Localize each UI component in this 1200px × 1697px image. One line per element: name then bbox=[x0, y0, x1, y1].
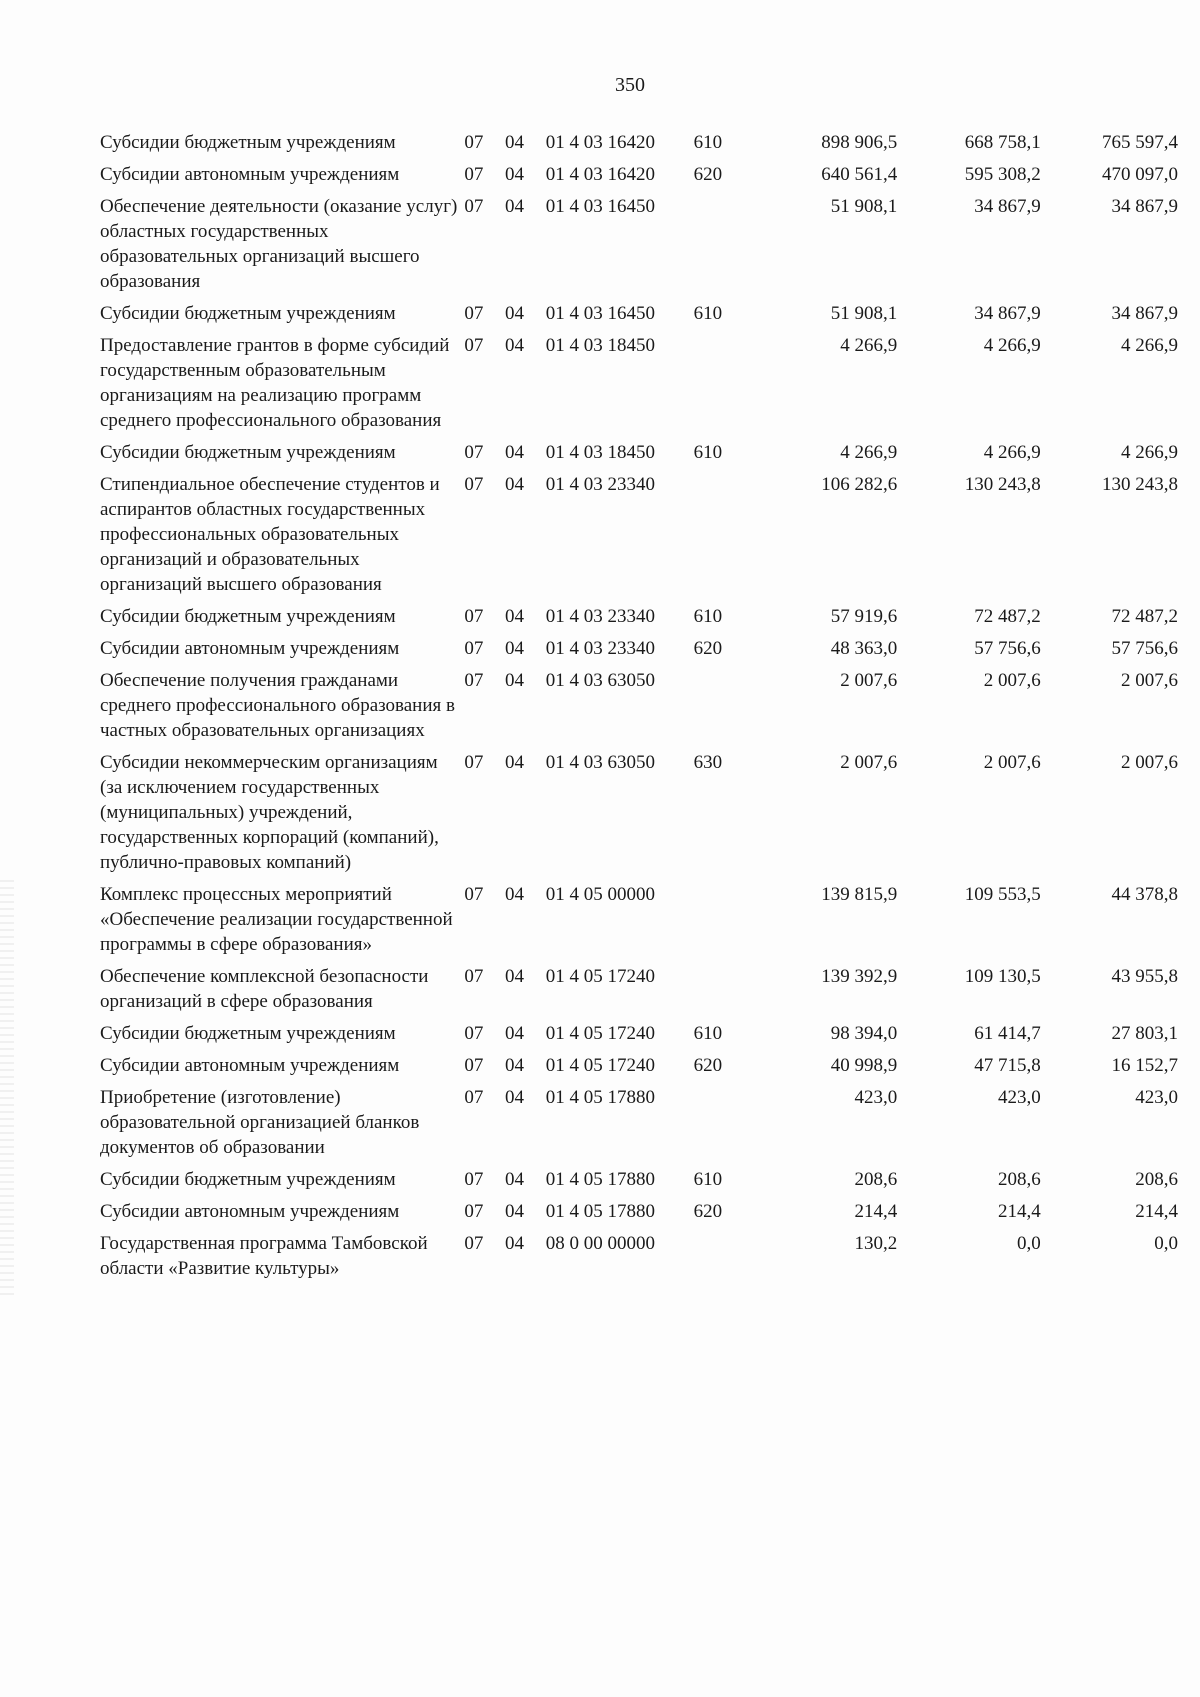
row-amount-year-3: 43 955,8 bbox=[1111, 966, 1178, 987]
row-section-code: 07 bbox=[464, 1201, 484, 1222]
row-name: Субсидии автономным учреждениям bbox=[100, 638, 400, 659]
row-section-code: 07 bbox=[464, 1169, 484, 1190]
row-section-code: 07 bbox=[464, 884, 484, 905]
row-target-article: 01 4 03 23340 bbox=[545, 606, 656, 627]
row-subsection-code: 04 bbox=[505, 1023, 525, 1044]
row-amount-year-1: 214,4 bbox=[854, 1201, 898, 1222]
row-amount-year-3: 208,6 bbox=[1135, 1169, 1178, 1190]
row-name: Субсидии бюджетным учреждениям bbox=[100, 1023, 396, 1044]
table-row bbox=[100, 1053, 1178, 1085]
row-amount-year-3: 4 266,9 bbox=[1121, 335, 1178, 356]
row-target-article: 01 4 03 23340 bbox=[545, 474, 656, 495]
row-expense-type: 620 bbox=[693, 164, 723, 185]
row-amount-year-1: 208,6 bbox=[854, 1169, 898, 1190]
row-subsection-code: 04 bbox=[505, 752, 525, 773]
row-amount-year-3: 470 097,0 bbox=[1102, 164, 1178, 185]
row-name: Комплекс процессных мероприятий «Обеспечение реализации государственной программы в сфере образования» bbox=[100, 884, 453, 955]
row-subsection-code: 04 bbox=[505, 196, 525, 217]
row-amount-year-2: 61 414,7 bbox=[974, 1023, 1041, 1044]
row-expense-type bbox=[694, 1231, 754, 1288]
row-name: Обеспечение получения гражданами среднего профессионального образования в частных образовательных организациях bbox=[100, 670, 455, 741]
row-target-article: 01 4 05 00000 bbox=[545, 884, 656, 905]
row-expense-type bbox=[694, 333, 754, 440]
row-amount-year-3: 44 378,8 bbox=[1111, 884, 1178, 905]
row-target-article: 01 4 03 23340 bbox=[545, 638, 656, 659]
row-expense-type bbox=[694, 882, 754, 964]
row-subsection-code: 04 bbox=[505, 335, 525, 356]
row-name: Обеспечение деятельности (оказание услуг) областных государственных образовательных организаций высшего образования bbox=[100, 196, 458, 292]
row-expense-type bbox=[694, 472, 754, 604]
row-expense-type: 620 bbox=[693, 1055, 723, 1076]
row-subsection-code: 04 bbox=[505, 1087, 525, 1108]
row-amount-year-3: 72 487,2 bbox=[1111, 606, 1178, 627]
row-name: Государственная программа Тамбовской области «Развитие культуры» bbox=[100, 1233, 428, 1279]
row-amount-year-3: 4 266,9 bbox=[1121, 442, 1178, 463]
row-amount-year-3: 0,0 bbox=[1154, 1233, 1178, 1254]
row-name: Субсидии бюджетным учреждениям bbox=[100, 442, 396, 463]
table-row bbox=[100, 1199, 1178, 1231]
row-target-article: 01 4 03 16420 bbox=[545, 132, 656, 153]
row-expense-type: 610 bbox=[693, 442, 723, 463]
row-amount-year-1: 139 392,9 bbox=[821, 966, 898, 987]
row-section-code: 07 bbox=[464, 752, 484, 773]
table-row bbox=[100, 1167, 1178, 1199]
row-subsection-code: 04 bbox=[505, 474, 525, 495]
table-row bbox=[100, 472, 1178, 604]
table-row bbox=[100, 1231, 1178, 1288]
row-subsection-code: 04 bbox=[505, 966, 525, 987]
row-amount-year-2: 423,0 bbox=[998, 1087, 1041, 1108]
row-amount-year-2: 2 007,6 bbox=[983, 670, 1041, 691]
row-amount-year-1: 40 998,9 bbox=[830, 1055, 898, 1076]
table-row bbox=[100, 668, 1178, 750]
row-subsection-code: 04 bbox=[505, 303, 525, 324]
row-amount-year-1: 423,0 bbox=[854, 1087, 898, 1108]
row-subsection-code: 04 bbox=[505, 1055, 525, 1076]
row-section-code: 07 bbox=[464, 442, 484, 463]
row-section-code: 07 bbox=[464, 606, 484, 627]
row-expense-type bbox=[694, 194, 754, 301]
row-name: Субсидии автономным учреждениям bbox=[100, 164, 400, 185]
budget-table bbox=[100, 130, 1178, 1288]
row-expense-type: 610 bbox=[693, 606, 723, 627]
table-row bbox=[100, 301, 1178, 333]
row-amount-year-1: 98 394,0 bbox=[830, 1023, 898, 1044]
row-amount-year-3: 34 867,9 bbox=[1111, 196, 1178, 217]
row-subsection-code: 04 bbox=[505, 638, 525, 659]
row-expense-type: 610 bbox=[693, 1169, 723, 1190]
row-amount-year-1: 130,2 bbox=[854, 1233, 898, 1254]
row-amount-year-2: 57 756,6 bbox=[974, 638, 1041, 659]
table-row bbox=[100, 194, 1178, 301]
row-subsection-code: 04 bbox=[505, 1201, 525, 1222]
row-section-code: 07 bbox=[464, 132, 484, 153]
row-amount-year-2: 72 487,2 bbox=[974, 606, 1041, 627]
row-target-article: 01 4 03 16450 bbox=[545, 303, 656, 324]
row-amount-year-1: 139 815,9 bbox=[821, 884, 898, 905]
table-row bbox=[100, 440, 1178, 472]
row-name: Обеспечение комплексной безопасности организаций в сфере образования bbox=[100, 966, 429, 1012]
row-name: Субсидии бюджетным учреждениям bbox=[100, 606, 396, 627]
table-row bbox=[100, 1021, 1178, 1053]
table-row bbox=[100, 162, 1178, 194]
row-subsection-code: 04 bbox=[505, 1233, 525, 1254]
row-amount-year-1: 4 266,9 bbox=[840, 335, 898, 356]
row-amount-year-3: 34 867,9 bbox=[1111, 303, 1178, 324]
row-expense-type: 620 bbox=[693, 638, 723, 659]
table-row bbox=[100, 882, 1178, 964]
row-target-article: 01 4 05 17240 bbox=[545, 1023, 656, 1044]
row-amount-year-2: 4 266,9 bbox=[983, 335, 1041, 356]
row-amount-year-3: 214,4 bbox=[1135, 1201, 1178, 1222]
row-amount-year-3: 27 803,1 bbox=[1111, 1023, 1178, 1044]
row-amount-year-1: 51 908,1 bbox=[830, 303, 898, 324]
row-name: Субсидии бюджетным учреждениям bbox=[100, 1169, 396, 1190]
row-name: Субсидии некоммерческим организациям (за исключением государственных (муниципальных) учреждений, государственных корпораций (компаний), публично-правовых компаний) bbox=[100, 752, 439, 873]
row-expense-type: 620 bbox=[693, 1201, 723, 1222]
table-row bbox=[100, 130, 1178, 162]
row-amount-year-2: 109 553,5 bbox=[964, 884, 1041, 905]
row-name: Субсидии бюджетным учреждениям bbox=[100, 303, 396, 324]
row-subsection-code: 04 bbox=[505, 606, 525, 627]
row-amount-year-3: 2 007,6 bbox=[1121, 752, 1178, 773]
row-target-article: 01 4 05 17240 bbox=[545, 966, 656, 987]
row-amount-year-3: 57 756,6 bbox=[1111, 638, 1178, 659]
row-name: Стипендиальное обеспечение студентов и аспирантов областных государственных профессиональных образовательных организаций и образовательных организаций высшего образования bbox=[100, 474, 440, 595]
page-number: 350 bbox=[615, 74, 645, 96]
row-subsection-code: 04 bbox=[505, 164, 525, 185]
row-amount-year-1: 2 007,6 bbox=[840, 670, 898, 691]
scan-edge-artifact bbox=[0, 880, 14, 1300]
row-subsection-code: 04 bbox=[505, 670, 525, 691]
row-amount-year-3: 16 152,7 bbox=[1111, 1055, 1178, 1076]
row-name: Субсидии автономным учреждениям bbox=[100, 1201, 400, 1222]
row-section-code: 07 bbox=[464, 1023, 484, 1044]
row-target-article: 01 4 03 16450 bbox=[545, 196, 656, 217]
row-amount-year-3: 765 597,4 bbox=[1102, 132, 1178, 153]
row-amount-year-1: 51 908,1 bbox=[830, 196, 898, 217]
row-section-code: 07 bbox=[464, 1233, 484, 1254]
row-section-code: 07 bbox=[464, 638, 484, 659]
row-amount-year-2: 668 758,1 bbox=[964, 132, 1041, 153]
row-amount-year-1: 57 919,6 bbox=[830, 606, 898, 627]
row-amount-year-2: 595 308,2 bbox=[964, 164, 1041, 185]
row-amount-year-3: 2 007,6 bbox=[1121, 670, 1178, 691]
table-row bbox=[100, 636, 1178, 668]
row-amount-year-2: 0,0 bbox=[1017, 1233, 1041, 1254]
row-expense-type: 610 bbox=[693, 132, 723, 153]
row-subsection-code: 04 bbox=[505, 884, 525, 905]
row-target-article: 01 4 05 17880 bbox=[545, 1169, 656, 1190]
row-name: Субсидии бюджетным учреждениям bbox=[100, 132, 396, 153]
row-amount-year-2: 109 130,5 bbox=[964, 966, 1041, 987]
table-row bbox=[100, 604, 1178, 636]
row-target-article: 01 4 03 16420 bbox=[545, 164, 656, 185]
row-expense-type bbox=[694, 964, 754, 1021]
row-section-code: 07 bbox=[464, 966, 484, 987]
row-expense-type: 610 bbox=[693, 303, 723, 324]
row-section-code: 07 bbox=[464, 196, 484, 217]
row-target-article: 01 4 05 17240 bbox=[545, 1055, 656, 1076]
row-amount-year-1: 2 007,6 bbox=[840, 752, 898, 773]
row-amount-year-3: 423,0 bbox=[1135, 1087, 1178, 1108]
row-amount-year-1: 106 282,6 bbox=[821, 474, 898, 495]
row-section-code: 07 bbox=[464, 670, 484, 691]
row-amount-year-2: 34 867,9 bbox=[974, 303, 1041, 324]
table-row bbox=[100, 1085, 1178, 1167]
row-section-code: 07 bbox=[464, 303, 484, 324]
row-amount-year-2: 130 243,8 bbox=[964, 474, 1041, 495]
row-target-article: 01 4 03 63050 bbox=[545, 752, 656, 773]
row-section-code: 07 bbox=[464, 1055, 484, 1076]
row-amount-year-2: 47 715,8 bbox=[974, 1055, 1041, 1076]
row-section-code: 07 bbox=[464, 1087, 484, 1108]
row-amount-year-2: 208,6 bbox=[998, 1169, 1041, 1190]
row-name: Субсидии автономным учреждениям bbox=[100, 1055, 400, 1076]
row-amount-year-2: 34 867,9 bbox=[974, 196, 1041, 217]
table-row bbox=[100, 964, 1178, 1021]
row-amount-year-2: 2 007,6 bbox=[983, 752, 1041, 773]
row-target-article: 01 4 03 18450 bbox=[545, 335, 656, 356]
row-target-article: 01 4 03 63050 bbox=[545, 670, 656, 691]
row-amount-year-1: 640 561,4 bbox=[821, 164, 898, 185]
row-name: Приобретение (изготовление) образовательной организацией бланков документов об образовании bbox=[100, 1087, 420, 1158]
row-amount-year-1: 898 906,5 bbox=[821, 132, 898, 153]
row-target-article: 01 4 05 17880 bbox=[545, 1087, 656, 1108]
row-section-code: 07 bbox=[464, 164, 484, 185]
budget-table-body bbox=[100, 130, 1178, 1288]
row-expense-type: 630 bbox=[693, 752, 723, 773]
row-target-article: 01 4 05 17880 bbox=[545, 1201, 656, 1222]
row-subsection-code: 04 bbox=[505, 132, 525, 153]
table-row bbox=[100, 750, 1178, 882]
row-name: Предоставление грантов в форме субсидий государственным образовательным организациям на реализацию программ среднего профессионального образования bbox=[100, 335, 450, 431]
row-subsection-code: 04 bbox=[505, 442, 525, 463]
row-amount-year-3: 130 243,8 bbox=[1102, 474, 1178, 495]
row-target-article: 01 4 03 18450 bbox=[545, 442, 656, 463]
row-target-article: 08 0 00 00000 bbox=[545, 1233, 656, 1254]
row-amount-year-2: 4 266,9 bbox=[983, 442, 1041, 463]
row-amount-year-1: 4 266,9 bbox=[840, 442, 898, 463]
row-subsection-code: 04 bbox=[505, 1169, 525, 1190]
row-amount-year-2: 214,4 bbox=[998, 1201, 1041, 1222]
row-amount-year-1: 48 363,0 bbox=[830, 638, 898, 659]
table-row bbox=[100, 333, 1178, 440]
row-expense-type bbox=[694, 668, 754, 750]
row-expense-type: 610 bbox=[693, 1023, 723, 1044]
row-expense-type bbox=[694, 1085, 754, 1167]
row-section-code: 07 bbox=[464, 474, 484, 495]
row-section-code: 07 bbox=[464, 335, 484, 356]
